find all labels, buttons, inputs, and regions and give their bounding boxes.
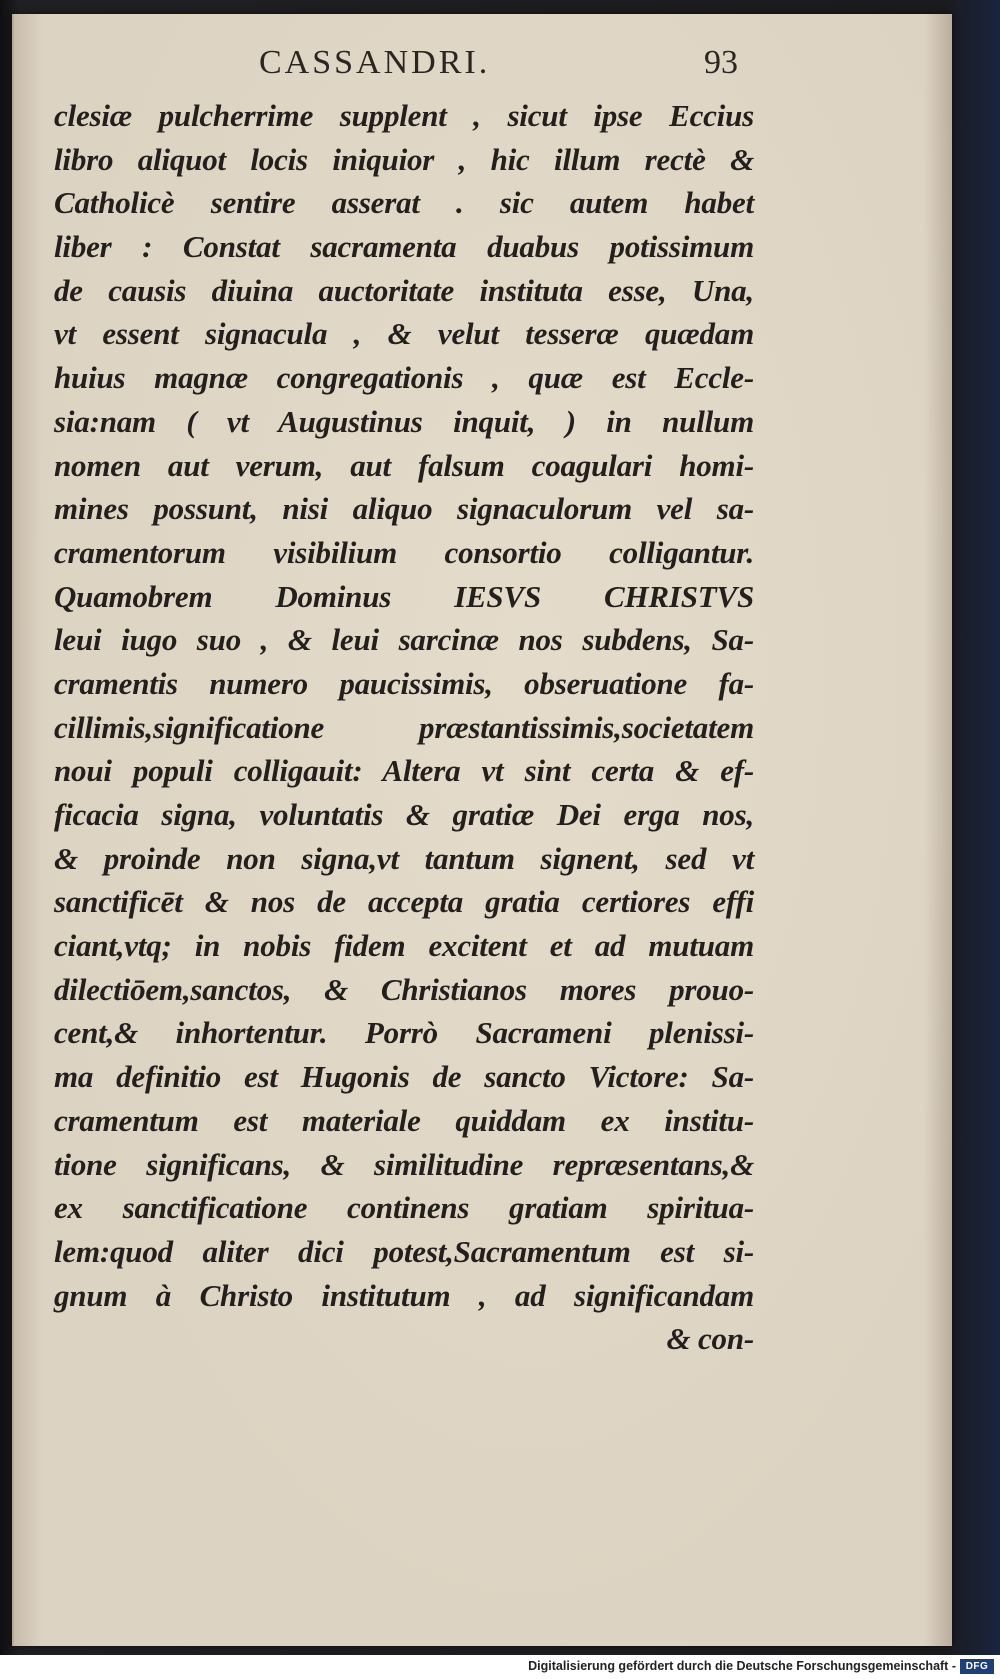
funding-notice: Digitalisierung gefördert durch die Deutsche Forschungsgemeinschaft - (528, 1659, 956, 1673)
page-number: 93 (704, 44, 738, 81)
text-line: tione significans, & similitudine repræsentans,& (54, 1146, 754, 1182)
text-line: & proinde non signa,vt tantum signent, sed vt (54, 840, 754, 876)
text-line: cent,& inhortentur. Porrò Sacrameni plenissi- (54, 1015, 754, 1051)
text-line: noui populi colligauit: Altera vt sint certa & ef- (54, 753, 754, 789)
text-line: sia:nam ( vt Augustinus inquit, ) in nullum (54, 403, 754, 439)
text-line: clesiæ pulcherrime supplent , sicut ipse Eccius (54, 98, 754, 133)
text-line: vt essent signacula , & velut tesseræ quædam (54, 316, 754, 352)
text-line: cramentum est materiale quiddam ex institu- (54, 1102, 754, 1138)
text-line: cramentorum visibilium consortio colligantur. (54, 534, 754, 570)
text-line: huius magnæ congregationis , quæ est Eccle- (54, 360, 754, 396)
text-line: gnum à Christo institutum , ad significandam (54, 1277, 754, 1313)
book-page (12, 14, 952, 1646)
text-line: de causis diuina auctoritate instituta esse, Una, (54, 272, 754, 308)
text-line: Quamobrem Dominus IESVS CHRISTVS (54, 578, 754, 614)
text-line: leui iugo suo , & leui sarcinæ nos subdens, Sa- (54, 622, 754, 658)
text-line: ma definitio est Hugonis de sancto Victore: Sa- (54, 1059, 754, 1095)
text-line: cramentis numero paucissimis, obseruatione fa- (54, 665, 754, 701)
text-line: ciant,vtq; in nobis fidem excitent et ad mutuam (54, 928, 754, 964)
text-line: sanctificēt & nos de accepta gratia certiores effi (54, 884, 754, 920)
text-line: ficacia signa, voluntatis & gratiæ Dei erga nos, (54, 797, 754, 832)
text-line: Catholicè sentire asserat . sic autem habet (54, 185, 754, 221)
text-line: liber : Constat sacramenta duabus potissimum (54, 229, 754, 265)
text-line: ex sanctificatione continens gratiam spiritua- (54, 1190, 754, 1226)
text-line: libro aliquot locis iniquior , hic illum rectè & (54, 141, 754, 177)
dfg-logo-icon: DFG (960, 1659, 994, 1674)
text-line: nomen aut verum, aut falsum coagulari homi- (54, 447, 754, 483)
text-line: mines possunt, nisi aliquo signaculorum vel sa- (54, 491, 754, 527)
body-text (54, 94, 754, 1361)
text-line: lem:quod aliter dici potest,Sacramentum est si- (54, 1233, 754, 1269)
text-line: dilectiōem,sanctos, & Christianos mores prouo- (54, 971, 754, 1007)
text-line: cillimis,significatione præstantissimis,societatem (54, 709, 754, 745)
digitization-footer (0, 1655, 1000, 1679)
catchword: & con- (666, 1321, 754, 1357)
running-head: CASSANDRI. (259, 44, 491, 81)
